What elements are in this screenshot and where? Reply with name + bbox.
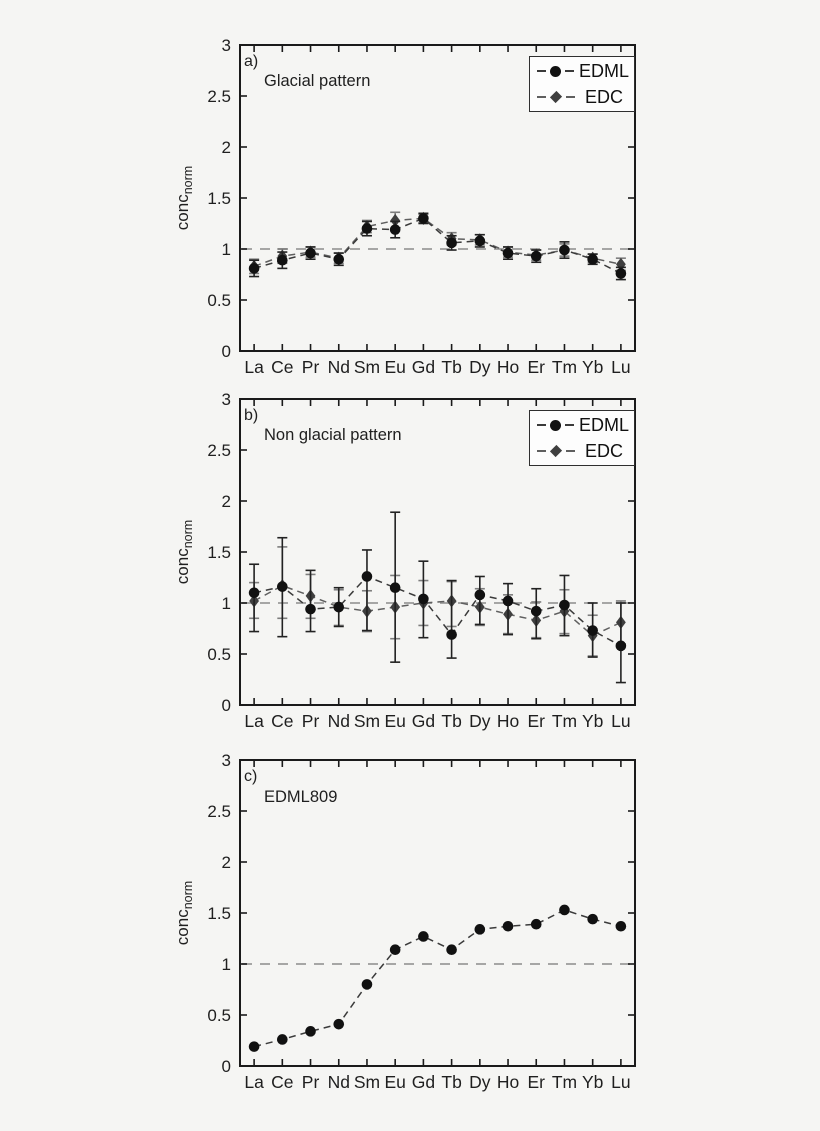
x-tick-label-Dy: Dy <box>469 711 491 731</box>
panel-a-legend <box>529 56 635 112</box>
y-tick-label: 1 <box>221 594 231 614</box>
edc-diamond-marker-icon <box>550 445 562 457</box>
data-point-edml809-Tm <box>559 905 570 916</box>
x-tick-label-Dy: Dy <box>469 357 491 377</box>
edml-line-sample <box>537 424 546 426</box>
data-point-edml809-Lu <box>616 921 627 932</box>
data-point-edml809-Sm <box>362 979 373 990</box>
panel-c-letter: c) <box>244 768 258 785</box>
x-tick-label-Gd: Gd <box>411 711 436 731</box>
edc-diamond-marker-icon <box>550 91 562 103</box>
x-tick-label-Er: Er <box>527 357 545 377</box>
x-tick-label-Pr: Pr <box>301 357 320 377</box>
panel-c-title: EDML809 <box>264 788 338 806</box>
panel-b-ylabel <box>173 520 195 584</box>
data-point-edml-Yb <box>587 254 598 265</box>
x-tick-label-Eu: Eu <box>384 711 406 731</box>
panel-c-ylabel <box>173 881 195 945</box>
x-tick-label-Ce: Ce <box>271 1072 294 1092</box>
data-point-edml-Ho <box>503 248 514 259</box>
ylabel-subscript: norm <box>181 519 195 549</box>
y-tick-label: 0 <box>221 1057 231 1077</box>
x-tick-label-Er: Er <box>527 1072 545 1092</box>
x-tick-label-Pr: Pr <box>301 1072 320 1092</box>
x-tick-label-Sm: Sm <box>353 711 381 731</box>
data-point-edml809-Nd <box>333 1019 344 1030</box>
y-tick-label: 2 <box>221 492 231 512</box>
edc-line-sample <box>537 450 546 452</box>
y-tick-label: 1 <box>221 955 231 975</box>
panel-b-title: Non glacial pattern <box>264 426 402 444</box>
edml-circle-marker-icon <box>550 66 561 77</box>
x-tick-label-Tm: Tm <box>551 1072 578 1092</box>
data-point-edml-La <box>249 588 260 599</box>
data-point-edml-Dy <box>475 590 486 601</box>
data-point-edml-Ce <box>277 581 288 592</box>
data-point-edml809-Ce <box>277 1034 288 1045</box>
x-tick-label-Lu: Lu <box>611 1072 631 1092</box>
data-point-edml-La <box>249 263 260 274</box>
x-tick-label-Yb: Yb <box>581 1072 604 1092</box>
legend-entry-edml <box>537 414 634 436</box>
data-point-edml-Er <box>531 251 542 262</box>
legend-entry-edc <box>537 86 634 108</box>
panel-a-title: Glacial pattern <box>264 72 371 90</box>
panel-b-legend <box>529 410 635 466</box>
ylabel-base: conc <box>173 909 192 946</box>
x-tick-label-Dy: Dy <box>469 1072 491 1092</box>
y-tick-label: 2.5 <box>207 87 231 107</box>
data-point-edml-Eu <box>390 582 401 593</box>
ylabel-base: conc <box>173 194 192 231</box>
x-tick-label-Nd: Nd <box>327 1072 350 1092</box>
data-point-edml-Lu <box>616 268 627 279</box>
x-tick-label-Yb: Yb <box>581 711 604 731</box>
x-tick-label-Eu: Eu <box>384 1072 406 1092</box>
x-tick-label-Eu: Eu <box>384 357 406 377</box>
series-line-edml809 <box>254 910 621 1047</box>
x-tick-label-Ho: Ho <box>496 357 520 377</box>
y-tick-label: 2 <box>221 853 231 873</box>
data-point-edml809-Dy <box>475 924 486 935</box>
y-tick-label: 0.5 <box>207 645 231 665</box>
data-point-edml-Pr <box>305 604 316 615</box>
edml-line-sample <box>565 424 574 426</box>
legend-label-edml: EDML <box>579 60 630 81</box>
data-point-edml-Tm <box>559 245 570 256</box>
y-tick-label: 0.5 <box>207 1006 231 1026</box>
x-tick-label-Ho: Ho <box>496 1072 520 1092</box>
x-tick-label-Tb: Tb <box>441 711 462 731</box>
y-tick-label: 3 <box>221 36 231 56</box>
series-edml809 <box>249 905 626 1052</box>
y-tick-label: 2.5 <box>207 802 231 822</box>
x-tick-label-Er: Er <box>527 711 545 731</box>
y-tick-label: 1 <box>221 240 231 260</box>
y-tick-label: 0.5 <box>207 291 231 311</box>
x-tick-label-Ce: Ce <box>271 711 294 731</box>
x-tick-label-Yb: Yb <box>581 357 604 377</box>
data-point-edml809-Pr <box>305 1026 316 1037</box>
y-tick-label: 2.5 <box>207 441 231 461</box>
x-tick-label-Tm: Tm <box>551 357 578 377</box>
edc-line-sample <box>537 96 546 98</box>
data-point-edml809-Gd <box>418 931 429 942</box>
y-tick-label: 0 <box>221 342 231 362</box>
data-point-edml-Ce <box>277 255 288 266</box>
series-edml <box>249 213 626 280</box>
x-tick-label-Lu: Lu <box>611 711 631 731</box>
ylabel-base: conc <box>173 548 192 585</box>
series-edc <box>249 547 626 656</box>
ylabel-subscript: norm <box>181 880 195 910</box>
data-point-edml-Sm <box>362 223 373 234</box>
y-tick-label: 1.5 <box>207 904 231 924</box>
legend-label-edc: EDC <box>585 440 624 461</box>
data-point-edml-Eu <box>390 224 401 235</box>
x-tick-label-Sm: Sm <box>353 357 381 377</box>
edml-line-sample <box>537 70 546 72</box>
x-tick-label-Nd: Nd <box>327 357 350 377</box>
x-tick-label-La: La <box>244 357 264 377</box>
data-point-edml809-Yb <box>587 914 598 925</box>
x-tick-label-La: La <box>244 1072 264 1092</box>
y-tick-label: 3 <box>221 751 231 771</box>
series-edml <box>249 512 626 682</box>
data-point-edml-Ho <box>503 596 514 607</box>
x-tick-label-La: La <box>244 711 264 731</box>
data-point-edml809-Ho <box>503 921 514 932</box>
edml-line-sample <box>565 70 574 72</box>
ylabel-subscript: norm <box>181 165 195 195</box>
y-tick-label: 3 <box>221 390 231 410</box>
data-point-edml809-Er <box>531 919 542 930</box>
legend-entry-edc <box>537 440 634 462</box>
data-point-edml-Er <box>531 606 542 617</box>
y-tick-label: 0 <box>221 696 231 716</box>
x-tick-label-Tb: Tb <box>441 1072 462 1092</box>
data-point-edml-Tb <box>446 238 457 249</box>
panel-b-letter: b) <box>244 407 259 424</box>
data-point-edml-Tm <box>559 600 570 611</box>
legend-label-edc: EDC <box>585 86 624 107</box>
y-tick-label: 1.5 <box>207 189 231 209</box>
data-point-edml809-Eu <box>390 944 401 955</box>
data-point-edml-Pr <box>305 248 316 259</box>
x-tick-label-Ce: Ce <box>271 357 294 377</box>
data-point-edml-Tb <box>446 629 457 640</box>
data-point-edml-Gd <box>418 213 429 224</box>
y-tick-label: 2 <box>221 138 231 158</box>
x-tick-label-Gd: Gd <box>411 1072 436 1092</box>
x-tick-label-Nd: Nd <box>327 711 350 731</box>
data-point-edml809-Tb <box>446 944 457 955</box>
edc-line-sample <box>566 450 575 452</box>
x-tick-label-Tb: Tb <box>441 357 462 377</box>
y-tick-label: 1.5 <box>207 543 231 563</box>
x-tick-label-Ho: Ho <box>496 711 520 731</box>
data-point-edml-Lu <box>616 641 627 652</box>
edc-line-sample <box>566 96 575 98</box>
data-point-edml-Dy <box>475 236 486 247</box>
edml-circle-marker-icon <box>550 420 561 431</box>
x-tick-label-Gd: Gd <box>411 357 436 377</box>
panel-a-letter: a) <box>244 53 259 70</box>
legend-entry-edml <box>537 60 634 82</box>
x-tick-label-Sm: Sm <box>353 1072 381 1092</box>
legend-label-edml: EDML <box>579 414 630 435</box>
data-point-edml-Sm <box>362 571 373 582</box>
x-tick-label-Lu: Lu <box>611 357 631 377</box>
data-point-edml-Yb <box>587 625 598 636</box>
data-point-edml-Nd <box>333 602 344 613</box>
data-point-edml809-La <box>249 1041 260 1052</box>
x-tick-label-Tm: Tm <box>551 711 578 731</box>
x-tick-label-Pr: Pr <box>301 711 320 731</box>
data-point-edml-Gd <box>418 594 429 605</box>
panel-a-ylabel <box>173 166 195 230</box>
data-point-edml-Nd <box>333 254 344 265</box>
